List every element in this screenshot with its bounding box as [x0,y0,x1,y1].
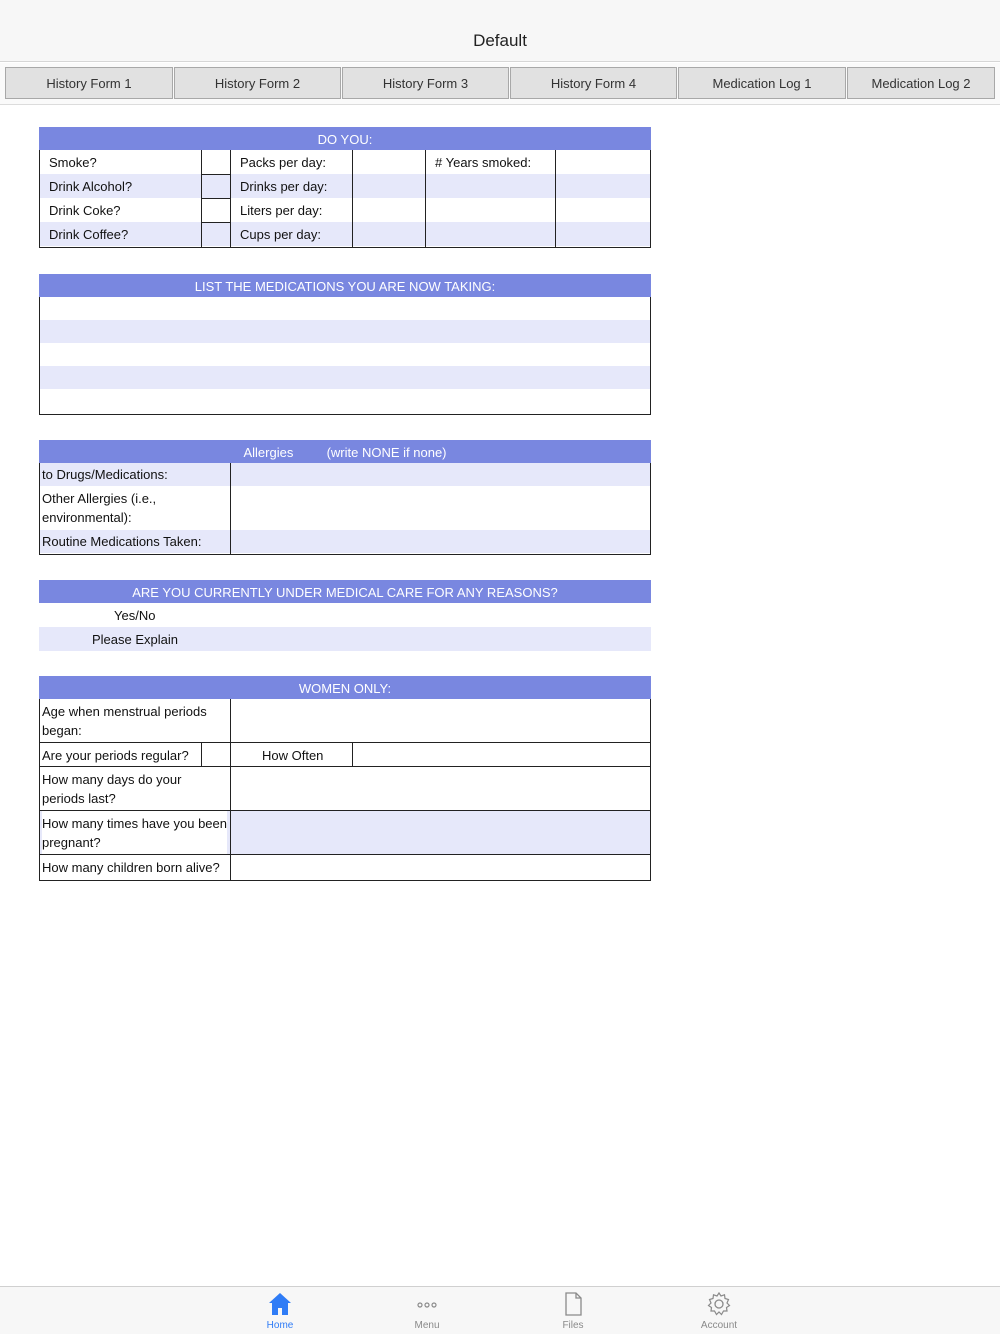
pregnant-label: How many times have you been pregnant? [42,811,227,854]
yes-no-label: Yes/No [114,607,156,623]
tab-medication-log-2[interactable]: Medication Log 2 [847,67,995,99]
children-row [40,855,650,879]
drug-allergies-field[interactable] [232,463,650,486]
yes-no-row[interactable] [39,603,651,627]
medication-row[interactable] [40,389,650,412]
periods-regular-checkbox[interactable] [202,743,230,767]
account-tab[interactable] [679,1289,759,1333]
divider [230,699,231,880]
divider [201,743,202,767]
coke-label: Drink Coke? [49,202,121,218]
medications-list [39,297,651,415]
do-you-section [39,127,651,248]
allergies-title: Allergies [243,445,294,460]
explain-label: Please Explain [92,631,178,647]
menstrual-age-label: Age when menstrual periods began: [42,704,207,738]
other-allergies-label: Other Allergies (i.e., environmental): [42,491,157,525]
menstrual-age-field[interactable] [232,699,650,743]
divider [352,150,353,247]
packs-per-day-label: Packs per day: [240,154,326,170]
tab-history-form-2[interactable]: History Form 2 [174,67,341,99]
medications-header: LIST THE MEDICATIONS YOU ARE NOW TAKING: [39,274,651,297]
explain-row[interactable] [39,627,651,651]
home-tab[interactable] [240,1289,320,1333]
routine-meds-field[interactable] [232,530,650,553]
women-only-header: WOMEN ONLY: [39,676,651,699]
divider [230,463,231,554]
other-allergies-row [40,486,650,530]
allergies-section [39,440,651,555]
page-title: Default [473,31,527,50]
menstrual-age-row [40,699,650,743]
years-smoked-label: # Years smoked: [435,154,532,170]
more-icon [414,1291,440,1317]
how-often-label: How Often [262,747,324,763]
coke-row [40,198,650,222]
do-you-grid [39,150,651,248]
liters-per-day-label: Liters per day: [240,202,323,218]
files-tab[interactable] [533,1289,613,1333]
drinks-per-day-label: Drinks per day: [240,178,328,194]
smoke-label: Smoke? [49,154,97,170]
medical-care-section [39,580,651,651]
allergies-grid [39,463,651,555]
children-field[interactable] [232,855,650,879]
pregnant-field[interactable] [232,811,650,854]
smoke-checkbox[interactable] [202,150,230,174]
medication-row[interactable] [40,297,650,320]
pregnant-row [40,811,650,854]
drug-allergies-row [40,463,650,486]
file-icon [560,1291,586,1317]
medical-care-header: ARE YOU CURRENTLY UNDER MEDICAL CARE FOR ANY REASONS? [39,580,651,603]
coffee-checkbox[interactable] [202,222,230,246]
coffee-row [40,222,650,246]
bottom-tab-bar [0,1286,1000,1334]
alcohol-row [40,174,650,198]
period-days-row [40,767,650,810]
divider [352,743,353,767]
divider [555,150,556,247]
tab-history-form-3[interactable]: History Form 3 [342,67,509,99]
alcohol-checkbox[interactable] [202,174,230,198]
women-only-grid [39,699,651,881]
packs-per-day-field[interactable] [354,150,426,174]
medications-section [39,274,651,415]
tab-history-form-1[interactable]: History Form 1 [5,67,173,99]
alcohol-label: Drink Alcohol? [49,178,133,194]
smoke-row [40,150,650,174]
cups-per-day-label: Cups per day: [240,226,321,242]
period-days-label: How many days do your periods last? [42,771,182,806]
medication-row[interactable] [40,320,650,343]
home-tab-label: Home [266,1320,294,1331]
home-icon [267,1291,293,1317]
how-often-field[interactable] [354,743,650,767]
form-tab-bar [0,63,1000,105]
periods-regular-row [40,743,650,767]
tab-history-form-4[interactable]: History Form 4 [510,67,677,99]
files-tab-label: Files [562,1320,584,1331]
other-allergies-field[interactable] [232,486,650,530]
allergies-header [39,440,651,463]
periods-regular-label: Are your periods regular? [42,747,189,763]
divider [425,150,426,247]
period-days-field[interactable] [232,767,650,810]
do-you-header: DO YOU: [39,127,651,150]
allergies-note: (write NONE if none) [326,445,447,460]
gear-icon [706,1291,732,1317]
routine-meds-row [40,530,650,553]
coffee-label: Drink Coffee? [49,226,129,242]
coke-checkbox[interactable] [202,198,230,222]
medical-care-body [39,603,651,651]
navigation-bar [0,0,1000,62]
years-smoked-field[interactable] [557,150,650,174]
medication-row[interactable] [40,366,650,389]
menu-tab[interactable] [387,1289,467,1333]
liters-per-day-field[interactable] [354,198,426,222]
cups-per-day-field[interactable] [354,222,426,246]
medication-row[interactable] [40,343,650,366]
tab-medication-log-1[interactable]: Medication Log 1 [678,67,846,99]
menu-tab-label: Menu [414,1320,440,1331]
account-tab-label: Account [700,1320,738,1331]
children-label: How many children born alive? [42,859,220,875]
drinks-per-day-field[interactable] [354,174,426,198]
drug-allergies-label: to Drugs/Medications: [42,467,168,482]
women-only-section [39,676,651,881]
routine-meds-label: Routine Medications Taken: [42,534,202,549]
